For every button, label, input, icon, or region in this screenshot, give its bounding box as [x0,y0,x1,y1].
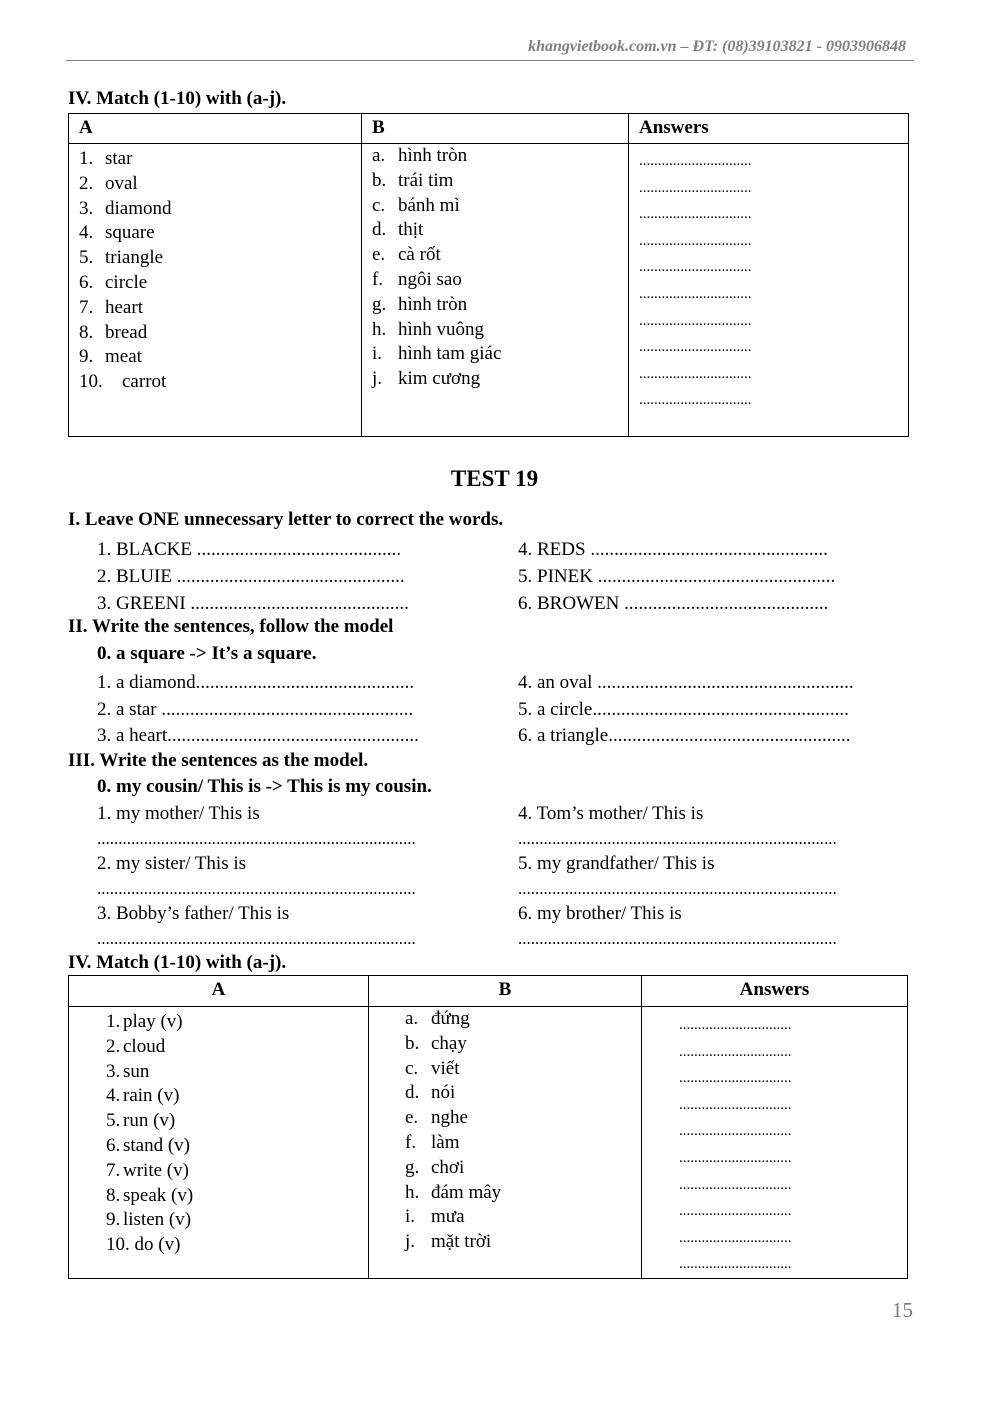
column-a-item [79,370,361,395]
part-i-item[interactable]: 3. GREENI .............................................. [97,593,409,614]
item-number: h. [405,1181,420,1203]
part-ii-title: II. Write the sentences, follow the model [68,616,394,637]
column-b-item [405,1181,641,1206]
answer-blank[interactable]: .............................. [679,1149,792,1166]
column-header-b: B [369,976,642,1007]
item-number: 8. [106,1184,121,1206]
item-number: c. [372,194,386,216]
item-number: f. [405,1131,417,1153]
part-iii-answer-line[interactable]: ........................................................................... [518,929,837,948]
column-a-item [106,1010,368,1035]
item-text: diamond [105,197,172,219]
part-ii-item[interactable]: 2. a star ..................................................... [97,698,414,720]
item-text: đám mây [431,1181,502,1203]
item-number: 6. [79,271,94,293]
item-text: listen (v) [123,1209,192,1231]
item-number: 9. [106,1209,121,1231]
column-b-item [372,318,628,343]
item-number: 8. [79,321,94,343]
part-iii-answer-line[interactable]: ........................................................................... [97,879,416,898]
item-text: ngôi sao [398,268,462,290]
item-number: b. [405,1032,420,1054]
column-b-item [372,169,628,194]
column-b-item [405,1205,641,1230]
answer-blank[interactable]: .............................. [679,1176,792,1193]
item-number: 1. [79,148,94,169]
answers-cell [629,144,909,437]
item-number: i. [405,1206,416,1228]
answer-blank[interactable]: .............................. [679,1123,792,1140]
part-iii-prompt: 1. my mother/ This is [97,803,260,824]
test-title: TEST 19 [450,466,539,491]
column-header-answers: Answers [642,976,908,1007]
answer-blank[interactable]: .............................. [639,365,752,382]
part-iii-answer-line[interactable]: ........................................................................... [518,829,837,848]
part-ii-item[interactable]: 4. an oval ...................................................... [518,672,854,693]
item-text: square [105,222,155,244]
item-text: trái tim [398,169,454,191]
item-text: chạy [431,1032,467,1054]
part-iii-prompt: 6. my brother/ This is [518,903,682,924]
column-a-item [79,321,361,346]
item-number: g. [405,1156,420,1178]
item-number: 5. [79,247,94,269]
item-text: hình vuông [398,318,485,340]
item-text: star [105,148,133,169]
part-i-item[interactable]: 2. BLUIE ................................................ [97,566,405,587]
item-number: e. [405,1107,419,1129]
item-text: play (v) [123,1011,183,1032]
item-number: 6. [106,1134,121,1156]
item-text: nghe [431,1107,468,1129]
column-header-answers: Answers [629,114,909,144]
item-text: hình tam giác [398,343,502,365]
column-a-item [79,246,361,271]
item-text: stand (v) [123,1134,191,1156]
part-iii-answer-line[interactable]: ........................................................................... [97,829,416,848]
item-number: j. [405,1231,416,1253]
column-b-item [372,243,628,268]
item-text: viết [431,1057,460,1079]
column-b-item [405,1230,641,1255]
column-b-cell [362,144,629,437]
item-number: 4. [79,222,94,244]
column-b-item [405,1032,641,1057]
column-a-item [79,296,361,321]
item-text: cloud [123,1035,166,1057]
part-ii-item[interactable]: 3. a heart..................................................... [97,725,419,746]
item-number: b. [372,169,387,191]
item-text: hình tròn [398,145,468,166]
item-number: 2. [106,1035,121,1057]
answer-blank[interactable]: .............................. [679,1256,792,1273]
item-text: meat [105,346,142,368]
column-b-item [372,144,628,169]
answer-blank[interactable]: .............................. [639,312,752,329]
item-number: 5. [106,1110,121,1132]
match-table [68,975,908,1279]
section-iv-previous-title: IV. Match (1-10) with (a-j). [68,88,287,109]
item-text: cà rốt [398,244,441,266]
column-b-item [405,1156,641,1181]
item-text: circle [105,271,148,293]
part-iii-answer-line[interactable]: ........................................................................... [518,879,837,898]
item-number: d. [372,219,387,241]
item-text: nói [431,1082,456,1104]
item-text: run (v) [123,1110,176,1132]
item-number: a. [405,1008,419,1029]
part-i-right [518,536,835,617]
item-number: i. [372,343,383,365]
item-number: 10. [106,1234,130,1256]
part-iii-title: III. Write the sentences as the model. [68,750,369,771]
column-b-item [372,367,628,392]
item-number: 1. [106,1011,121,1032]
answer-blank[interactable]: .............................. [639,179,752,196]
part-iii-left [97,801,416,951]
part-i-item[interactable]: 6. BROWEN ........................................... [518,593,829,614]
item-text: write (v) [123,1159,189,1181]
answer-blank[interactable]: .............................. [679,1203,792,1220]
part-i-item[interactable]: 4. REDS .................................................. [518,539,828,560]
answers-cell [642,1007,908,1279]
column-a-item [79,271,361,296]
answer-blank[interactable]: .............................. [679,1070,792,1087]
item-number: 9. [79,346,94,368]
column-header-b: B [362,114,629,144]
part-ii-right [518,670,854,750]
part-iii-right [518,801,837,951]
part-ii-item[interactable]: 1. a diamond.............................................. [97,672,415,693]
item-text: oval [105,172,138,194]
column-b-item [372,342,628,367]
item-text: rain (v) [123,1085,180,1107]
answer-blank[interactable]: .............................. [679,1229,792,1246]
item-text: kim cương [398,368,481,390]
column-a-item [79,197,361,222]
column-b-item [405,1081,641,1106]
item-number: d. [405,1082,420,1104]
column-a-cell [69,144,362,437]
item-text: thịt [398,219,424,241]
item-text: đứng [431,1008,470,1029]
match-table-previous [68,113,909,437]
column-header-a: A [69,976,369,1007]
part-iii-prompt: 4. Tom’s mother/ This is [518,803,704,824]
item-number: c. [405,1057,419,1079]
answer-blank[interactable]: .............................. [639,285,752,302]
page-header: khangvietbook.com.vn – ĐT: (08)39103821 - 0903906848 [528,38,906,55]
item-number: 2. [79,172,94,194]
part-iv-title: IV. Match (1-10) with (a-j). [68,952,287,973]
column-header-a: A [69,114,362,144]
column-b-cell [369,1007,642,1279]
column-b-item [372,268,628,293]
answer-blank[interactable]: .............................. [639,392,752,409]
item-text: triangle [105,247,164,269]
item-number: 3. [79,197,94,219]
column-a-item [79,221,361,246]
answer-blank[interactable]: .............................. [639,259,752,276]
part-ii-item[interactable]: 5. a circle...................................................... [518,698,849,720]
header-divider [66,60,914,61]
item-number: g. [372,293,387,315]
item-number: 7. [106,1159,121,1181]
part-ii-model: 0. a square -> It’s a square. [97,643,317,664]
column-a-item [106,1109,368,1134]
answer-blank[interactable]: .............................. [679,1017,792,1033]
item-text: bánh mì [398,194,460,216]
column-a-item [106,1184,368,1209]
column-b-item [372,218,628,243]
item-text: heart [105,296,143,318]
column-a-item [106,1084,368,1109]
item-number: 7. [79,296,94,318]
item-number: j. [372,368,383,390]
column-a-item [106,1233,368,1258]
part-iii-answer-line[interactable]: ........................................................................... [97,929,416,948]
part-iii-prompt: 2. my sister/ This is [97,853,247,874]
column-b-item [405,1106,641,1131]
part-i-item[interactable]: 1. BLACKE ........................................... [97,539,401,560]
column-a-item [79,345,361,370]
part-i-item[interactable]: 5. PINEK .................................................. [518,566,836,587]
item-text: do (v) [129,1234,181,1256]
item-text: speak (v) [123,1184,194,1206]
part-ii-item[interactable]: 6. a triangle................................................... [518,725,851,746]
answer-blank[interactable]: .............................. [679,1096,792,1113]
column-b-item [372,194,628,219]
column-a-item [106,1035,368,1060]
column-a-item [79,147,361,172]
column-a-item [79,172,361,197]
item-text: mặt trời [431,1231,492,1253]
item-number: f. [372,268,384,290]
column-b-item [372,293,628,318]
item-number: h. [372,318,387,340]
item-text: bread [105,321,148,343]
item-number: 3. [106,1060,121,1082]
column-a-item [106,1134,368,1159]
answer-blank[interactable]: .............................. [639,153,752,169]
item-text: carrot [122,371,167,393]
item-number: 10. [79,371,103,393]
item-text: làm [431,1131,460,1153]
item-number: 4. [106,1085,121,1107]
part-ii-left [97,670,419,750]
item-text: chơi [431,1156,465,1178]
page-number: 15 [892,1298,913,1322]
part-i-left [97,536,409,617]
part-iii-model: 0. my cousin/ This is -> This is my cousin. [97,776,432,797]
item-text: mưa [431,1206,465,1228]
column-a-cell [69,1007,369,1279]
column-a-item [106,1208,368,1233]
answer-blank[interactable]: .............................. [679,1043,792,1060]
item-number: e. [372,244,386,266]
column-b-item [405,1131,641,1156]
answer-blank[interactable]: .............................. [639,232,752,249]
column-a-item [106,1060,368,1085]
part-iii-prompt: 3. Bobby’s father/ This is [97,903,290,924]
column-b-item [405,1007,641,1032]
item-text: sun [123,1060,150,1082]
part-iii-prompt: 5. my grandfather/ This is [518,853,715,874]
part-i-title: I. Leave ONE unnecessary letter to correct the words. [68,509,504,530]
answer-blank[interactable]: .............................. [639,339,752,356]
answer-blank[interactable]: .............................. [639,206,752,223]
column-a-item [106,1159,368,1184]
column-b-item [405,1057,641,1082]
item-number: a. [372,145,386,166]
item-text: hình tròn [398,293,468,315]
